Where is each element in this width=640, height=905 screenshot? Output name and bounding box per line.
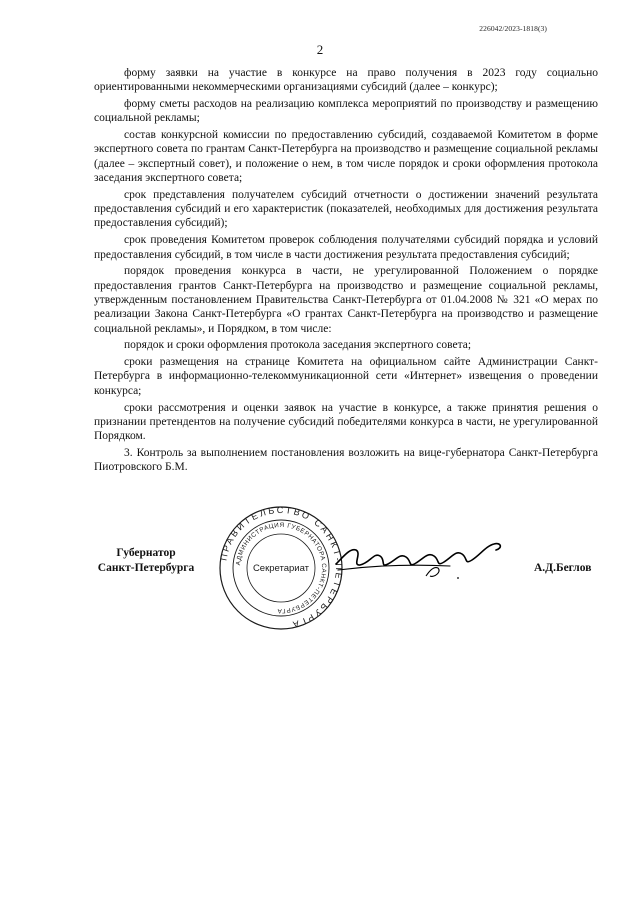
- paragraph: форму сметы расходов на реализацию комплекса мероприятий по производству и размещению социальной рекламы;: [94, 98, 598, 125]
- page-number: 2: [316, 42, 324, 57]
- paragraph: порядок и сроки оформления протокола заседания экспертного совета;: [124, 339, 472, 352]
- position-title: Губернатор: [116, 547, 176, 559]
- document-number: 226042/2023-1818(3): [479, 24, 547, 33]
- handwritten-signature: [330, 520, 510, 590]
- signatory-position: [94, 546, 198, 576]
- paragraph: срок проведения Комитетом проверок соблюдения получателями субсидий порядка и условий предоставления субсидий, в том числе в части достижения результата предоставления субсидий;: [94, 234, 598, 261]
- stamp-outer-text: ПРАВИТЕЛЬСТВО САНКТ-ПЕТЕРБУРГА: [218, 505, 344, 631]
- stamp-center-text: Секретариат: [252, 563, 310, 574]
- paragraph: сроки рассмотрения и оценки заявок на участие в конкурсе, а также принятия решения о признании претендентов на получение субсидий победителями конкурса в части, не урегулированной Порядком.: [94, 401, 598, 443]
- stamp-inner-text: АДМИНИСТРАЦИЯ ГУБЕРНАТОРА САНКТ-ПЕТЕРБУРГА: [235, 521, 328, 615]
- position-region: Санкт-Петербурга: [97, 562, 195, 574]
- paragraph: сроки размещения на странице Комитета на официальном сайте Администрации Санкт-Петербурга в информационно-телекоммуникационной сети «Интернет» извещения о проведении конкурса;: [94, 356, 598, 397]
- document-body: [94, 66, 598, 475]
- paragraph: состав конкурсной комиссии по предоставлению субсидий, создаваемой Комитетом в форме экспертного совета по грантам Санкт-Петербурга на производство и размещение социальной рекламы (далее – экспертный совет), и положение о нем, в том числе порядок и сроки оформления протокола заседания экспертного совета;: [94, 129, 598, 185]
- paragraph-control-clause: 3. Контроль за выполнением постановления возложить на вице-губернатора Санкт-Петербурга Пиотровского Б.М.: [94, 446, 598, 474]
- paragraph: срок представления получателем субсидий отчетности о достижении значений результата предоставления субсидий и его характеристик (показателей, необходимых для достижения результата предоставления субсидий);: [94, 188, 598, 230]
- paragraph: порядок проведения конкурса в части, не урегулированной Положением о порядке предоставления грантов Санкт-Петербурга на производство и размещение социальной рекламы, утвержденным постановлением Правительства Санкт-Петербурга от 01.04.2008 № 321 «О мерах по реализации Закона Санкт-Петербурга «О грантах Санкт-Петербурга на производство и размещение социальной рекламы», и Порядком, в том числе:: [94, 265, 598, 335]
- official-stamp: [218, 505, 344, 631]
- signatory-name: А.Д.Беглов: [534, 562, 592, 574]
- paragraph: форму заявки на участие в конкурсе на право получения в 2023 году социально ориентированными некоммерческими организациями субсидий (далее – конкурс);: [94, 67, 598, 94]
